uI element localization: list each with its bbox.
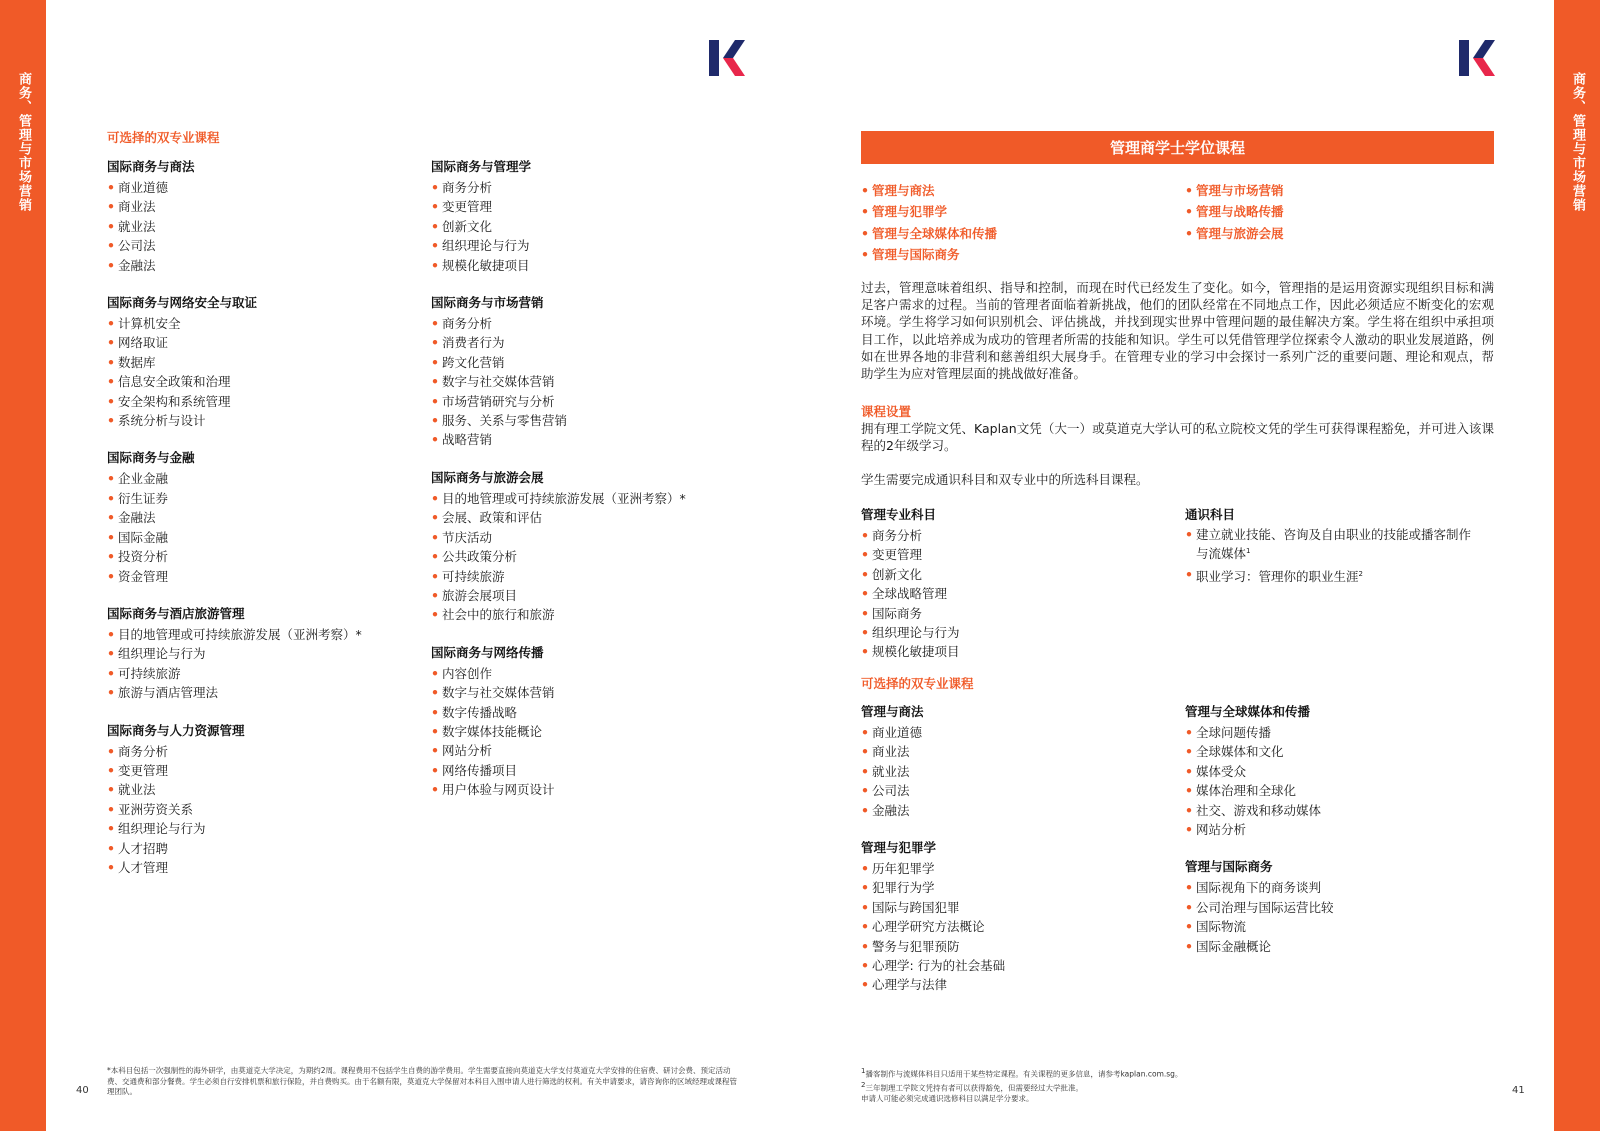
course-group-title: 国际商务与市场营销 xyxy=(431,295,544,311)
page-number-right: 41 xyxy=(1512,1085,1525,1096)
list-item: • 国际与跨国犯罪 xyxy=(861,898,1161,917)
list-item: • 商务分析 xyxy=(431,314,771,333)
course-group-title: 国际商务与人力资源管理 xyxy=(107,722,245,738)
list-item: • 管理与商法 xyxy=(861,180,1181,201)
course-group-title: 管理与犯罪学 xyxy=(861,840,937,856)
course-group xyxy=(1185,857,1495,956)
course-setup-title: 课程设置 xyxy=(861,404,912,419)
footnote-1: $^1$播客制作与流媒体科目只适用于某些特定课程。有关课程的更多信息，请参考kaplan.com.sg。 xyxy=(861,1067,1183,1079)
list-item: • 公司法 xyxy=(861,781,1161,800)
list-item: • 媒体治理和全球化 xyxy=(1185,781,1495,800)
course-group-title: 国际商务与网络安全与取证 xyxy=(107,295,258,311)
list-item: • 商业法 xyxy=(861,742,1161,761)
section-title: 可选择的双专业课程 xyxy=(107,130,220,145)
list-item: • 安全架构和系统管理 xyxy=(107,392,407,411)
list-item: • 组织理论与行为 xyxy=(861,623,1161,642)
course-group-title: 国际商务与网络传播 xyxy=(431,644,544,660)
course-group xyxy=(107,293,407,430)
general-subjects xyxy=(1185,505,1495,587)
double-major-title: 可选择的双专业课程 xyxy=(861,676,974,691)
list-item: • 管理与市场营销 xyxy=(1185,180,1485,201)
list-item: • 组织理论与行为 xyxy=(431,236,771,255)
left-side-bar xyxy=(0,0,46,1131)
right-course-column-2 xyxy=(1185,702,1495,974)
list-item: • 企业金融 xyxy=(107,469,407,488)
list-item: • 人才招聘 xyxy=(107,839,407,858)
list-item: • 社交、游戏和移动媒体 xyxy=(1185,801,1495,820)
list-item: • 会展、政策和评估 xyxy=(431,508,771,527)
course-group-title: 国际商务与金融 xyxy=(107,450,195,466)
list-item: • 国际视角下的商务谈判 xyxy=(1185,878,1495,897)
side-label-right: 商务、管理与市场营销 xyxy=(1570,72,1585,212)
footnote-text: *本科目包括一次强制性的海外研学，由莫道克大学决定，为期约2周。课程费用不包括学生自费的游学费用。学生需要直接向莫道克大学支付莫道克大学安排的住宿费、研讨会费、预定活动费、交通费和部分餐费。学生必须自行安排机票和旅行保险，并自费购买。由于名额有限，莫道克大学保留对本科目入围申请人进行筛选的权利。有关申请要求，请咨询你的区域经理或课程管理团队。 xyxy=(107,1066,737,1096)
page-number-left: 40 xyxy=(76,1085,89,1096)
list-item: • 目的地管理或可持续旅游发展（亚洲考察）* xyxy=(431,489,771,508)
list-item: • 管理与旅游会展 xyxy=(1185,223,1485,244)
course-group xyxy=(1185,702,1495,839)
list-item: • 变更管理 xyxy=(107,761,407,780)
list-item: • 全球媒体和文化 xyxy=(1185,742,1495,761)
list-item: • 警务与犯罪预防 xyxy=(861,937,1161,956)
list-item: • 数据库 xyxy=(107,353,407,372)
list-item: • 管理与国际商务 xyxy=(861,244,1181,265)
list-item: • 投资分析 xyxy=(107,547,407,566)
footnote-2: $^2$三年制理工学院文凭持有者可以获得豁免，但需要经过大学批准。 xyxy=(861,1081,1083,1093)
list-item: • 数字与社交媒体营销 xyxy=(431,372,771,391)
list-item: • 商务分析 xyxy=(431,178,771,197)
list-item: • 人才管理 xyxy=(107,858,407,877)
list-item: • 金融法 xyxy=(107,508,407,527)
course-group xyxy=(107,604,407,703)
list-item: • 数字媒体技能概论 xyxy=(431,722,771,741)
list-item: • 管理与全球媒体和传播 xyxy=(861,223,1181,244)
course-setup-block xyxy=(861,402,1494,489)
list-item: • 国际金融 xyxy=(107,528,407,547)
list-item: • 信息安全政策和治理 xyxy=(107,372,407,391)
kaplan-k-logo-icon xyxy=(1459,40,1495,76)
list-item: • 心理学与法律 xyxy=(861,975,1161,994)
list-item: • 就业法 xyxy=(861,762,1161,781)
list-item: • 媒体受众 xyxy=(1185,762,1495,781)
list-item: • 国际物流 xyxy=(1185,917,1495,936)
list-item: • 管理与战略传播 xyxy=(1185,201,1485,222)
core-subjects-title: 管理专业科目 xyxy=(861,507,937,522)
list-item: • 金融法 xyxy=(861,801,1161,820)
kaplan-k-logo-icon xyxy=(709,40,745,76)
list-item: • 商业道德 xyxy=(861,723,1161,742)
course-setup-paragraph-2: 学生需要完成通识科目和双专业中的所选科目课程。 xyxy=(861,472,1149,488)
list-item: • 节庆活动 xyxy=(431,528,771,547)
list-item: • 职业学习：管理你的职业生涯$^2$ xyxy=(1185,565,1495,587)
list-item: • 创新文化 xyxy=(861,565,1161,584)
list-item: • 商业法 xyxy=(107,197,407,216)
right-footnotes xyxy=(861,1066,1461,1105)
list-item: • 数字传播战略 xyxy=(431,703,771,722)
list-item: • 就业法 xyxy=(107,780,407,799)
left-course-column-2 xyxy=(431,157,771,818)
list-item: • 内容创作 xyxy=(431,664,771,683)
list-item: • 跨文化营销 xyxy=(431,353,771,372)
list-item: • 数字与社交媒体营销 xyxy=(431,683,771,702)
course-group-title: 国际商务与旅游会展 xyxy=(431,469,544,485)
list-item: • 网络取证 xyxy=(107,333,407,352)
list-item: • 规模化敏捷项目 xyxy=(431,256,771,275)
list-item: • 目的地管理或可持续旅游发展（亚洲考察）* xyxy=(107,625,407,644)
list-item: • 公司治理与国际运营比较 xyxy=(1185,898,1495,917)
list-item: • 变更管理 xyxy=(431,197,771,216)
list-item: • 可持续旅游 xyxy=(107,664,407,683)
course-group xyxy=(431,643,771,800)
degree-banner: 管理商学士学位课程 xyxy=(861,131,1494,164)
footnote-3: 申请人可能必须完成通识选修科目以满足学分要求。 xyxy=(861,1094,1034,1103)
course-group xyxy=(107,721,407,878)
list-item: • 组织理论与行为 xyxy=(107,819,407,838)
course-group-title: 管理与全球媒体和传播 xyxy=(1185,704,1311,719)
majors-list-left xyxy=(861,180,1181,266)
list-item: • 商务分析 xyxy=(107,742,407,761)
side-label-left: 商务、管理与市场营销 xyxy=(16,72,31,212)
list-item: • 系统分析与设计 xyxy=(107,411,407,430)
list-item: • 心理学: 行为的社会基础 xyxy=(861,956,1161,975)
list-item: • 建立就业技能、咨询及自由职业的技能或播客制作 与流媒体$^1$ xyxy=(1185,526,1495,562)
list-item: • 社会中的旅行和旅游 xyxy=(431,605,771,624)
course-group xyxy=(861,702,1161,820)
list-item: • 就业法 xyxy=(107,217,407,236)
list-item: • 网站分析 xyxy=(1185,820,1495,839)
course-group xyxy=(861,838,1161,995)
list-item: • 规模化敏捷项目 xyxy=(861,642,1161,661)
double-major-heading xyxy=(861,674,974,692)
list-item: • 国际金融概论 xyxy=(1185,937,1495,956)
course-group xyxy=(431,157,771,275)
course-group xyxy=(107,448,407,585)
list-item: • 变更管理 xyxy=(861,545,1161,564)
list-item: • 资金管理 xyxy=(107,567,407,586)
list-item: • 管理与犯罪学 xyxy=(861,201,1181,222)
course-group xyxy=(431,293,771,450)
course-group-title: 国际商务与管理学 xyxy=(431,159,532,174)
course-group-title: 国际商务与酒店旅游管理 xyxy=(107,605,245,621)
list-item: • 全球战略管理 xyxy=(861,584,1161,603)
course-group-title: 管理与国际商务 xyxy=(1185,859,1273,875)
list-item: • 国际商务 xyxy=(861,604,1161,623)
list-item: • 亚洲劳资关系 xyxy=(107,800,407,819)
list-item: • 可持续旅游 xyxy=(431,567,771,586)
list-item: • 网站分析 xyxy=(431,741,771,760)
left-footnote xyxy=(107,1066,739,1098)
list-item: • 组织理论与行为 xyxy=(107,644,407,663)
list-item: • 服务、关系与零售营销 xyxy=(431,411,771,430)
list-item: • 公共政策分析 xyxy=(431,547,771,566)
course-group-title: 管理与商法 xyxy=(861,704,924,719)
list-item: • 心理学研究方法概论 xyxy=(861,917,1161,936)
list-item: • 用户体验与网页设计 xyxy=(431,780,771,799)
course-group-title: 国际商务与商法 xyxy=(107,159,195,174)
list-item: • 计算机安全 xyxy=(107,314,407,333)
list-item: • 旅游会展项目 xyxy=(431,586,771,605)
list-item: • 网络传播项目 xyxy=(431,761,771,780)
list-item: • 商业道德 xyxy=(107,178,407,197)
intro-paragraph: 过去，管理意味着组织、指导和控制，而现在时代已经发生了变化。如今，管理指的是运用资源实现组织目标和满足客户需求的过程。当前的管理者面临着新挑战，他们的团队经常在不同地点工作，因此必须适应不断变化的宏观环境。学生将学习如何识别机会、评估挑战，并找到现实世界中管理问题的最佳解决方案。学生将在组织中承担项目工作，以此培养成为成功的管理者所需的技能和知识。学生可以凭借管理学位探索令人激动的职业发展道路，例如在世界各地的非营利和慈善组织大展身手。在管理专业的学习中会探讨一系列广泛的重要问题、理论和观点，帮助学生为应对管理层面的挑战做好准备。 xyxy=(861,280,1494,382)
majors-list-right xyxy=(1185,180,1485,244)
list-item: • 战略营销 xyxy=(431,430,771,449)
left-section-heading xyxy=(107,128,220,146)
list-item: • 公司法 xyxy=(107,236,407,255)
list-item: • 消费者行为 xyxy=(431,333,771,352)
list-item: • 市场营销研究与分析 xyxy=(431,392,771,411)
right-course-column-1 xyxy=(861,702,1161,1013)
list-item: • 金融法 xyxy=(107,256,407,275)
list-item: • 创新文化 xyxy=(431,217,771,236)
right-side-bar xyxy=(1554,0,1600,1131)
course-group xyxy=(107,157,407,275)
list-item: • 衍生证券 xyxy=(107,489,407,508)
list-item: • 历年犯罪学 xyxy=(861,859,1161,878)
general-subjects-title: 通识科目 xyxy=(1185,507,1236,522)
core-subjects xyxy=(861,505,1161,662)
left-course-column-1 xyxy=(107,157,407,895)
list-item: • 犯罪行为学 xyxy=(861,878,1161,897)
course-setup-paragraph-1: 拥有理工学院文凭、Kaplan文凭（大一）或莫道克大学认可的私立院校文凭的学生可获得课程豁免，并可进入该课程的2年级学习。 xyxy=(861,421,1494,454)
list-item: • 全球问题传播 xyxy=(1185,723,1495,742)
list-item: • 旅游与酒店管理法 xyxy=(107,683,407,702)
course-group xyxy=(431,468,771,625)
list-item: • 商务分析 xyxy=(861,526,1161,545)
